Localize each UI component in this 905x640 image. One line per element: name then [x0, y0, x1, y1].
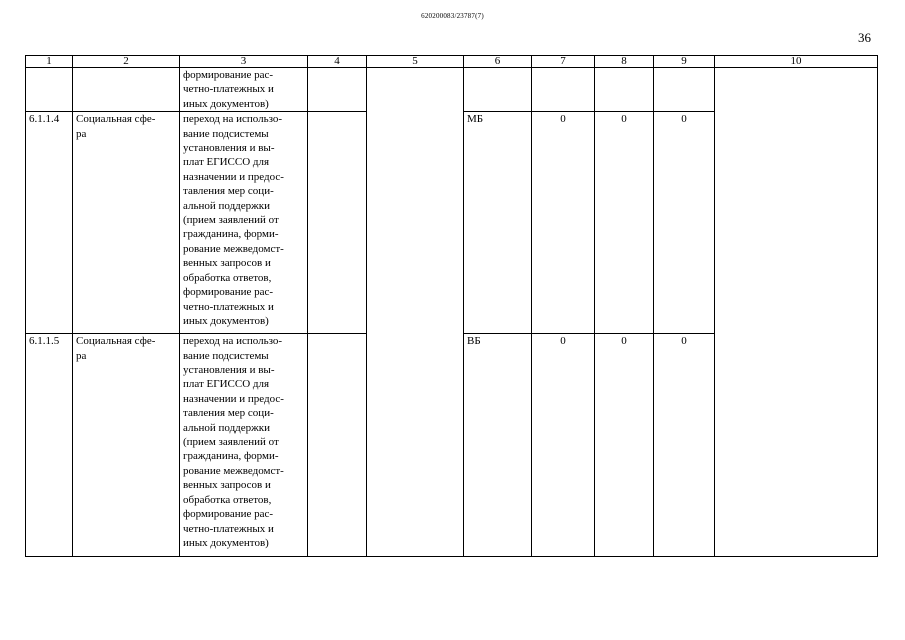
column-header: 3	[180, 56, 308, 68]
value-cell	[595, 68, 654, 112]
row-number-cell	[26, 68, 73, 112]
column-header: 10	[715, 56, 878, 68]
column-header: 1	[26, 56, 73, 68]
column-header: 7	[532, 56, 595, 68]
page-number: 36	[858, 30, 871, 45]
row-number-cell: 6.1.1.4	[26, 112, 73, 334]
column-header: 4	[308, 56, 367, 68]
description-cell: переход на использо- вание подсистемы установления и вы- плат ЕГИССО для назначении и предос- тавления мер соци- альной поддержки (прием заявлений от гражданина, форми- рование межведомст- венных запросов и обработка ответов, формирование рас- четно-платежных и иных документов)	[180, 112, 308, 334]
value-cell	[532, 68, 595, 112]
sphere-cell: Социальная сфе- ра	[73, 334, 180, 557]
source-cell: МБ	[464, 112, 532, 334]
value-cell: 0	[654, 334, 715, 557]
cell-col5	[367, 68, 464, 557]
cell-col4	[308, 334, 367, 557]
description-cell: формирование рас- четно-платежных и иных документов)	[180, 68, 308, 112]
sphere-cell: Социальная сфе- ра	[73, 112, 180, 334]
description-cell: переход на использо- вание подсистемы установления и вы- плат ЕГИССО для назначении и предос- тавления мер соци- альной поддержки (прием заявлений от гражданина, форми- рование межведомст- венных запросов и обработка ответов, формирование рас- четно-платежных и иных документов)	[180, 334, 308, 557]
column-header: 5	[367, 56, 464, 68]
value-cell: 0	[595, 334, 654, 557]
table-row	[26, 68, 878, 112]
value-cell: 0	[532, 112, 595, 334]
sphere-cell	[73, 68, 180, 112]
column-header: 2	[73, 56, 180, 68]
source-cell: ВБ	[464, 334, 532, 557]
column-header: 8	[595, 56, 654, 68]
data-table	[25, 55, 878, 557]
value-cell: 0	[654, 112, 715, 334]
value-cell: 0	[532, 334, 595, 557]
cell-col4	[308, 112, 367, 334]
cell-col4	[308, 68, 367, 112]
column-header: 6	[464, 56, 532, 68]
column-header: 9	[654, 56, 715, 68]
table-header-row	[26, 56, 878, 68]
value-cell	[654, 68, 715, 112]
cell-col10	[715, 68, 878, 557]
value-cell: 0	[595, 112, 654, 334]
document-id: 620200083/23787(7)	[421, 12, 484, 20]
row-number-cell: 6.1.1.5	[26, 334, 73, 557]
source-cell	[464, 68, 532, 112]
